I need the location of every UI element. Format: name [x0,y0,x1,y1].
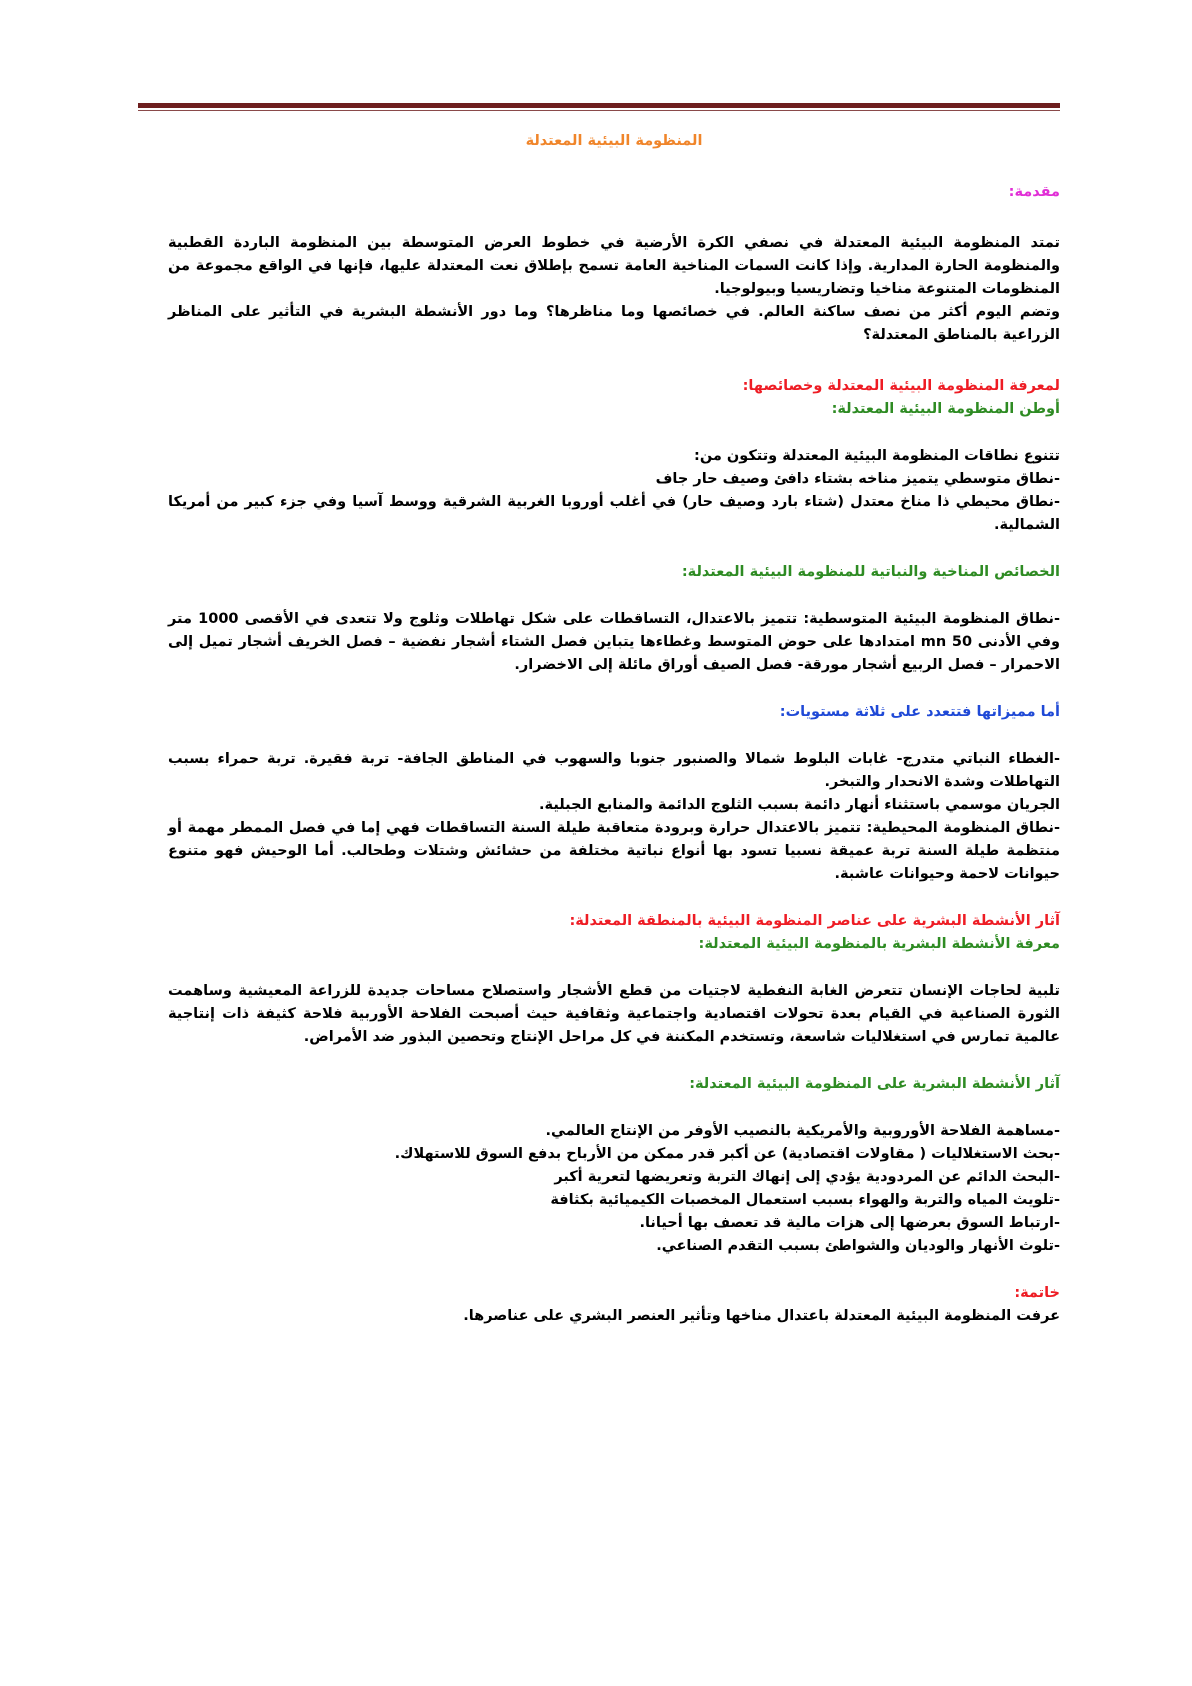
section-1-heading: لمعرفة المنظومة البيئية المعتدلة وخصائصها: [742,378,1060,394]
section-3-item: -الغطاء النباتي متدرج- غابات البلوط شمالا والصنبور جنوبا والسهوب في المناطق الجافة- تربة فقيرة. تربة حمراء بسبب التهاطلات وشدة الانحدار والتبخر. [168,751,1060,790]
intro-paragraph-1: تمتد المنظومة البيئية المعتدلة في نصفي الكرة الأرضية في خطوط العرض المتوسطة بين المنظومة الباردة القطبية والمنظومة الحارة المدارية. وإذا كانت السمات المناخية العامة تسمح بإطلاق نعت المعتدلة عليها، فإنها في الواقع مجموعة من المنظومات المتنوعة مناخيا وتضاريسيا وبيولوجيا. [168,235,1060,297]
intro-paragraph-2: وتضم اليوم أكثر من نصف ساكنة العالم. في خصائصها وما مناظرها؟ وما دور الأنشطة البشرية في التأثير على المناظر الزراعية بالمناطق المعتدلة؟ [168,304,1060,343]
section-2-paragraph: -نطاق المنظومة البيئية المتوسطية: تتميز بالاعتدال، التساقطات على شكل تهاطلات وثلوج ولا تتعدى في الأقصى 1000 متر وفي الأدنى 50 mn امتدادها على حوض المتوسط وغطاءها يتباين فصل الشتاء أشجار نفضية – فصل الخريف أشجار تميل إلى الاحمرار – فصل الربيع أشجار مورقة- فصل الصيف أوراق مائلة إلى الاخضرار. [168,611,1060,673]
list-item: -تلويث المياه والتربة والهواء بسبب استعمال المخصبات الكيميائية بكثافة [550,1192,1060,1208]
section-5-heading: آثار الأنشطة البشرية على المنظومة البيئية المعتدلة: [689,1076,1060,1092]
section-2-heading: الخصائص المناخية والنباتية للمنظومة البيئية المعتدلة: [681,564,1060,580]
list-item: -تلوث الأنهار والوديان والشواطئ بسبب التقدم الصناعي. [656,1238,1060,1254]
list-item: -مساهمة الفلاحة الأوروبية والأمريكية بالنصيب الأوفر من الإنتاج العالمي. [545,1123,1060,1139]
section-3-item: الجريان موسمي باستثناء أنهار دائمة بسبب الثلوج الدائمة والمنابع الجبلية. [539,797,1060,813]
section-1-item: -نطاق متوسطي يتميز مناخه بشتاء دافئ وصيف حار جاف [655,471,1060,487]
section-4-heading: آثار الأنشطة البشرية على عناصر المنظومة البيئية بالمنطقة المعتدلة: [569,913,1060,929]
section-3-heading: أما مميزاتها فتتعدد على ثلاثة مستويات: [779,704,1060,720]
section-4-subheading: معرفة الأنشطة البشرية بالمنظومة البيئية المعتدلة: [698,936,1060,952]
section-4-paragraph: تلبية لحاجات الإنسان تتعرض الغابة النفطية لاجتيات من قطع الأشجار واستصلاح مساحات جديدة للزراعة المعيشية وساهمت الثورة الصناعية في القيام بعدة تحولات اقتصادية واجتماعية وثقافية حيث أصبحت الفلاحة الأوربية فلاحة كثيفة ذات إنتاجية عالمية تمارس في استغلاليات شاسعة، وتستخدم المكننة في كل مراحل الإنتاج وتحصين البذور ضد الأمراض. [168,983,1060,1045]
impacts-list [168,1120,1060,1258]
list-item: -ارتباط السوق بعرضها إلى هزات مالية قد تعصف بها أحيانا. [639,1215,1060,1231]
section-3-item: -نطاق المنظومة المحيطية: تتميز بالاعتدال حرارة وبرودة متعاقبة طيلة السنة التساقطات فهي إما في فصل الممطر مهمة أو منتظمة طيلة السنة تربة عميقة نسبيا تسود بها أنواع نباتية مختلفة من حشائش وشتلات وطحالب. أما الوحيش فهو متنوع حيوانات لاحمة وحيوانات عاشبة. [168,820,1060,882]
document-title: المنظومة البيئية المعتدلة [525,133,703,149]
header-rule-thin [138,110,1060,111]
conclusion-heading: خاتمة: [1014,1285,1060,1301]
document-body [168,130,1060,1328]
list-item: -بحث الاستغلاليات ( مقاولات اقتصادية) عن أكبر قدر ممكن من الأرباح بدفع السوق للاستهلاك. [394,1146,1060,1162]
section-1-lead: تتنوع نطاقات المنظومة البيئية المعتدلة وتتكون من: [694,448,1060,464]
intro-heading: مقدمة: [1008,184,1060,200]
list-item: -البحث الدائم عن المردودية يؤدي إلى إنهاك التربة وتعريضها لتعرية أكبر [554,1169,1060,1185]
conclusion-text: عرفت المنظومة البيئية المعتدلة باعتدال مناخها وتأثير العنصر البشري على عناصرها. [463,1308,1060,1324]
header-rule [138,103,1060,108]
section-1-subheading: أوطن المنظومة البيئية المعتدلة: [831,401,1060,417]
section-1-item: -نطاق محيطي ذا مناخ معتدل (شتاء بارد وصيف حار) في أغلب أوروبا الغربية الشرقية ووسط آسيا وفي جزء كبير من أمريكا الشمالية. [168,494,1060,533]
